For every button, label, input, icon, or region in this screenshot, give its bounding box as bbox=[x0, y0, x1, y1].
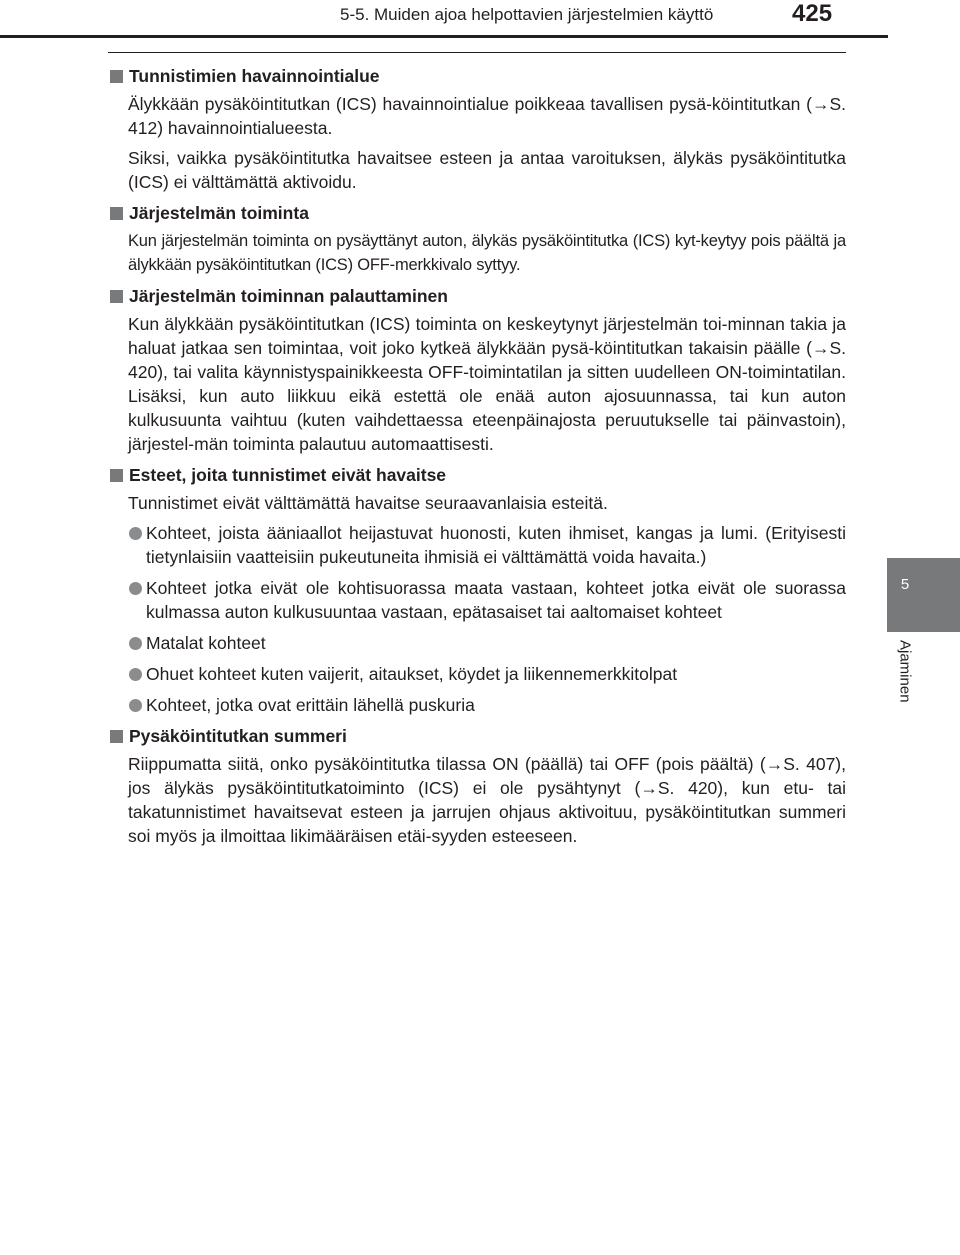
header-rule bbox=[0, 35, 888, 38]
section-sensor-range bbox=[108, 64, 846, 194]
list-item bbox=[108, 662, 846, 686]
list-item-text: Ohuet kohteet kuten vaijerit, aitaukset, köydet ja liikennemerkkitolpat bbox=[146, 664, 678, 684]
section-heading-text: Järjestelmän toiminnan palauttaminen bbox=[129, 286, 448, 306]
paragraph: Siksi, vaikka pysäköintitutka havaitsee esteen ja antaa varoituksen, älykäs pysäköintitutka (ICS) ei välttämättä aktivoidu. bbox=[128, 148, 846, 192]
list-item-text: Kohteet jotka eivät ole kohtisuorassa maata vastaan, kohteet jotka eivät ole suorassa kulmassa auton kulkusuuntaa vastaan, epätasaiset tai aaltomaiset kohteet bbox=[146, 578, 846, 622]
list-item bbox=[108, 693, 846, 717]
section-heading-text: Järjestelmän toiminta bbox=[129, 203, 309, 223]
section-heading bbox=[108, 201, 846, 225]
chapter-label: Ajaminen bbox=[896, 640, 914, 703]
round-bullet-icon bbox=[129, 668, 142, 681]
section-title: 5-5. Muiden ajoa helpottavien järjestelmien käyttö bbox=[340, 5, 714, 24]
section-heading bbox=[108, 463, 846, 487]
paragraph: Älykkään pysäköintitutkan (ICS) havainnointialue poikkeaa tavallisen pysä-köintitutkan (→S. 412) havainnointialueesta. bbox=[128, 94, 846, 138]
square-bullet-icon bbox=[110, 70, 123, 83]
page-number: 425 bbox=[792, 0, 833, 27]
round-bullet-icon bbox=[129, 582, 142, 595]
section-heading bbox=[108, 64, 846, 88]
square-bullet-icon bbox=[110, 469, 123, 482]
section-system-restore bbox=[108, 284, 846, 456]
square-bullet-icon bbox=[110, 290, 123, 303]
page-header bbox=[0, 0, 960, 48]
list-item bbox=[108, 576, 846, 624]
paragraph: Tunnistimet eivät välttämättä havaitse seuraavanlaisia esteitä. bbox=[128, 493, 608, 513]
paragraph: Riippumatta siitä, onko pysäköintitutka tilassa ON (päällä) tai OFF (pois päältä) (→S. 407), jos älykäs pysäköintitutkatoiminto (ICS) ei ole pysähtynyt (→S. 420), kun etu- tai takatunnistimet havaitsevat esteen ja jarrujen ohjaus aktivoituu, pysäköintitutkan summeri soi myös ja ilmoittaa likimääräisen etäi-syyden esteeseen. bbox=[128, 754, 846, 846]
list-item-text: Kohteet, joista ääniaallot heijastuvat huonosti, kuten ihmiset, kangas ja lumi. (Erityisesti tietynlaisiin vaatteisiin pukeutuneita ihmisiä ei välttämättä voida havaita.) bbox=[146, 523, 846, 567]
list-item bbox=[108, 631, 846, 655]
section-heading-text: Pysäköintitutkan summeri bbox=[129, 726, 347, 746]
list-item-text: Matalat kohteet bbox=[146, 633, 266, 653]
list-item bbox=[108, 521, 846, 569]
square-bullet-icon bbox=[110, 730, 123, 743]
section-heading-text: Tunnistimien havainnointialue bbox=[129, 66, 380, 86]
paragraph: Kun järjestelmän toiminta on pysäyttänyt auton, älykäs pysäköintitutka (ICS) kyt-keytyy pois päältä ja älykkään pysäköintitutkan (ICS) OFF-merkkivalo syttyy. bbox=[128, 232, 846, 274]
round-bullet-icon bbox=[129, 637, 142, 650]
section-parking-buzzer bbox=[108, 724, 846, 848]
content-rule bbox=[108, 52, 846, 53]
paragraph: Kun älykkään pysäköintitutkan (ICS) toiminta on keskeytynyt järjestelmän toi-minnan takia ja haluat jatkaa sen toimintaa, voit joko kytkeä älykkään pysä-köintitutkan takaisin päälle (→S. 420), tai valita käynnistyspainikkeesta OFF-toimintatilan ja sitten uudelleen ON-toimintatilan. Lisäksi, kun auto liikkuu eikä estettä ole enää auton ajosuunnassa, tai kun auton kulkusuunta vaihtuu (kuten vaihdettaessa eteenpäinajosta peruutukselle tai päinvastoin), järjestel-män toiminta palautuu automaattisesti. bbox=[128, 314, 846, 454]
chapter-number: 5 bbox=[900, 576, 910, 593]
section-heading bbox=[108, 284, 846, 308]
section-heading-text: Esteet, joita tunnistimet eivät havaitse bbox=[129, 465, 447, 485]
main-content bbox=[108, 64, 846, 855]
section-undetected-obstacles bbox=[108, 463, 846, 717]
chapter-tab bbox=[887, 558, 960, 632]
list-item-text: Kohteet, jotka ovat erittäin lähellä puskuria bbox=[146, 695, 475, 715]
round-bullet-icon bbox=[129, 527, 142, 540]
section-system-operation bbox=[108, 201, 846, 277]
section-heading bbox=[108, 724, 846, 748]
round-bullet-icon bbox=[129, 699, 142, 712]
square-bullet-icon bbox=[110, 207, 123, 220]
